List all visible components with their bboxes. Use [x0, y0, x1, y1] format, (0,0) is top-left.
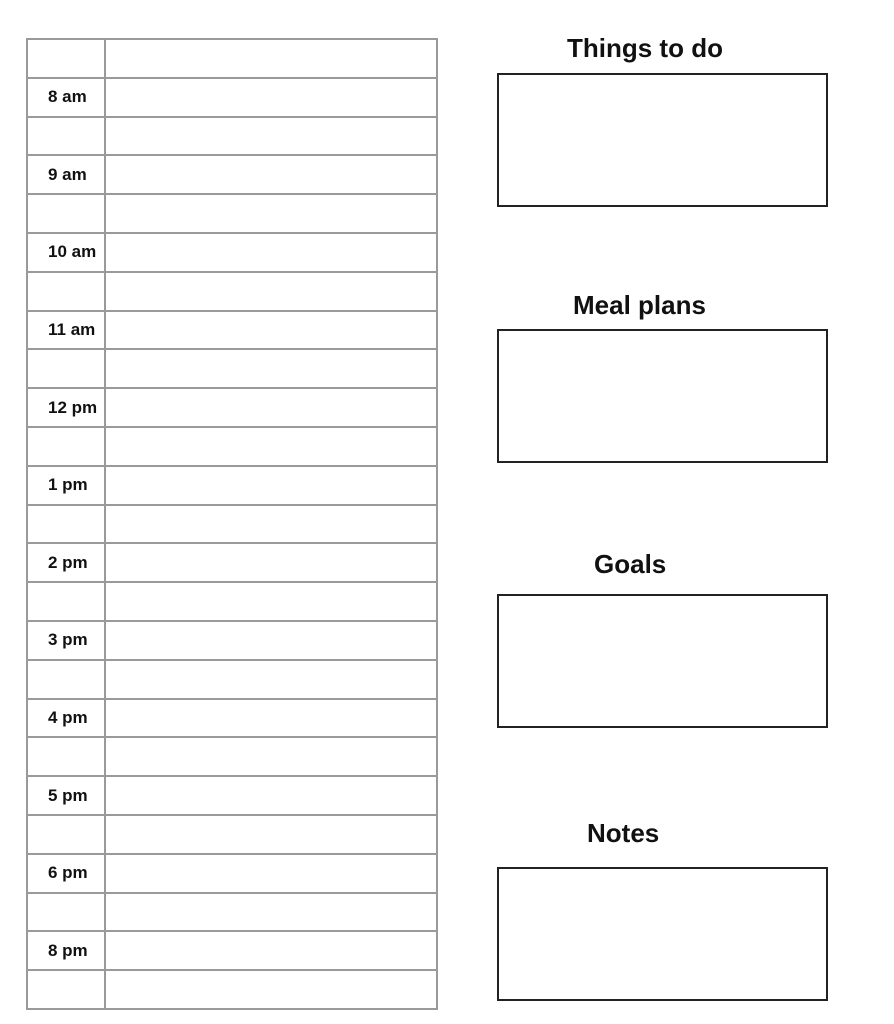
schedule-entry-cell[interactable]	[105, 699, 437, 738]
schedule-row	[27, 505, 437, 544]
goals-title: Goals	[594, 549, 667, 579]
time-label	[27, 272, 105, 311]
schedule-row	[27, 466, 437, 505]
schedule-entry-cell[interactable]	[105, 233, 437, 272]
schedule-row	[27, 272, 437, 311]
goals-box[interactable]	[497, 594, 828, 728]
schedule-row	[27, 155, 437, 194]
schedule-row	[27, 311, 437, 350]
schedule-row	[27, 660, 437, 699]
schedule-row	[27, 815, 437, 854]
schedule-row	[27, 78, 437, 117]
schedule-entry-cell[interactable]	[105, 737, 437, 776]
schedule-row	[27, 543, 437, 582]
schedule-entry-cell[interactable]	[105, 311, 437, 350]
schedule-row	[27, 970, 437, 1009]
schedule-entry-cell[interactable]	[105, 543, 437, 582]
schedule-entry-cell[interactable]	[105, 505, 437, 544]
meal-plans-box[interactable]	[497, 329, 828, 463]
time-label: 4 pm	[27, 699, 105, 738]
schedule-entry-cell[interactable]	[105, 39, 437, 78]
time-label	[27, 427, 105, 466]
schedule-entry-cell[interactable]	[105, 272, 437, 311]
schedule-body	[27, 39, 437, 1009]
schedule-row	[27, 699, 437, 738]
schedule-row	[27, 39, 437, 78]
time-label: 5 pm	[27, 776, 105, 815]
schedule-row	[27, 349, 437, 388]
schedule-entry-cell[interactable]	[105, 660, 437, 699]
schedule-row	[27, 233, 437, 272]
time-label: 12 pm	[27, 388, 105, 427]
meal-plans-title: Meal plans	[573, 290, 706, 320]
time-label: 9 am	[27, 155, 105, 194]
schedule-entry-cell[interactable]	[105, 155, 437, 194]
time-label	[27, 117, 105, 156]
schedule-row	[27, 737, 437, 776]
schedule-entry-cell[interactable]	[105, 427, 437, 466]
schedule-row	[27, 582, 437, 621]
time-label: 3 pm	[27, 621, 105, 660]
time-label	[27, 660, 105, 699]
time-label: 1 pm	[27, 466, 105, 505]
schedule-entry-cell[interactable]	[105, 854, 437, 893]
time-label	[27, 815, 105, 854]
time-label: 11 am	[27, 311, 105, 350]
time-label	[27, 349, 105, 388]
notes-title: Notes	[587, 818, 660, 848]
schedule-entry-cell[interactable]	[105, 582, 437, 621]
hourly-schedule-table	[26, 38, 438, 1010]
schedule-entry-cell[interactable]	[105, 776, 437, 815]
time-label	[27, 893, 105, 932]
time-label	[27, 737, 105, 776]
schedule-entry-cell[interactable]	[105, 931, 437, 970]
time-label: 8 pm	[27, 931, 105, 970]
schedule-entry-cell[interactable]	[105, 815, 437, 854]
time-label: 2 pm	[27, 543, 105, 582]
schedule-entry-cell[interactable]	[105, 388, 437, 427]
time-label: 6 pm	[27, 854, 105, 893]
schedule-entry-cell[interactable]	[105, 117, 437, 156]
schedule-row	[27, 776, 437, 815]
notes-box[interactable]	[497, 867, 828, 1001]
time-label: 8 am	[27, 78, 105, 117]
schedule-row	[27, 621, 437, 660]
schedule-entry-cell[interactable]	[105, 893, 437, 932]
time-label	[27, 505, 105, 544]
schedule-row	[27, 194, 437, 233]
time-label	[27, 582, 105, 621]
time-label	[27, 970, 105, 1009]
schedule-row	[27, 117, 437, 156]
time-label: 10 am	[27, 233, 105, 272]
schedule-entry-cell[interactable]	[105, 970, 437, 1009]
things-to-do-box[interactable]	[497, 73, 828, 207]
schedule-row	[27, 427, 437, 466]
schedule-row	[27, 388, 437, 427]
time-label	[27, 194, 105, 233]
schedule-entry-cell[interactable]	[105, 466, 437, 505]
things-to-do-title: Things to do	[567, 33, 723, 63]
schedule-entry-cell[interactable]	[105, 621, 437, 660]
schedule-row	[27, 931, 437, 970]
time-label	[27, 39, 105, 78]
schedule-row	[27, 893, 437, 932]
schedule-row	[27, 854, 437, 893]
schedule-entry-cell[interactable]	[105, 194, 437, 233]
schedule-entry-cell[interactable]	[105, 78, 437, 117]
schedule-entry-cell[interactable]	[105, 349, 437, 388]
